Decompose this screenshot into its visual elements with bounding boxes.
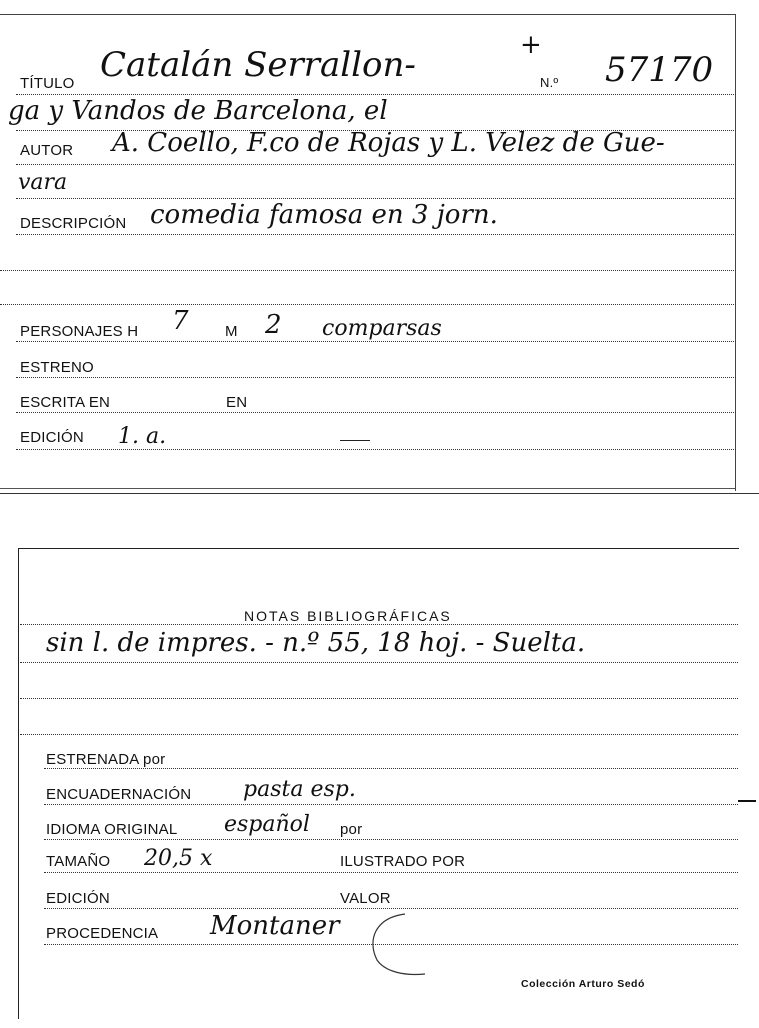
tamano-label: TAMAÑO xyxy=(46,853,111,870)
titulo-continuation: ga y Vandos de Barcelona, el xyxy=(8,96,388,126)
escrita-label: ESCRITA EN xyxy=(20,394,111,411)
titulo-label: TÍTULO xyxy=(20,75,75,92)
ilustrado-label: ILUSTRADO POR xyxy=(340,853,466,870)
rule-line xyxy=(20,662,738,663)
notas-title: NOTAS BIBLIOGRÁFICAS xyxy=(244,608,452,624)
rule-line xyxy=(16,412,736,413)
rule-line xyxy=(0,270,736,271)
stamp-outline-icon xyxy=(365,910,515,980)
rule-line xyxy=(16,449,736,450)
rule-line xyxy=(44,908,738,909)
tamano-value: 20,5 x xyxy=(144,846,213,871)
cross-mark: + xyxy=(520,30,542,60)
card-bottom-edge xyxy=(0,488,735,489)
rule-line xyxy=(16,234,736,235)
notas-value: sin l. de impres. - n.º 55, 18 hoj. - Suelta. xyxy=(46,628,586,658)
autor-value: A. Coello, F.co de Rojas y L. Velez de Gue- xyxy=(112,128,665,158)
rule-line xyxy=(0,304,736,305)
numero-value: 57170 xyxy=(605,50,714,90)
personajes-extra: comparsas xyxy=(322,316,442,341)
estreno-label: ESTRENO xyxy=(20,359,94,376)
encuadernacion-label: ENCUADERNACIÓN xyxy=(46,786,192,803)
collection-label: Colección Arturo Sedó xyxy=(521,978,645,990)
descripcion-value: comedia famosa en 3 jorn. xyxy=(150,200,498,230)
titulo-value: Catalán Serrallon- xyxy=(100,45,416,85)
autor-continuation: vara xyxy=(18,170,68,195)
rule-line xyxy=(16,94,736,95)
estrenada-label: ESTRENADA por xyxy=(46,751,166,768)
descripcion-label: DESCRIPCIÓN xyxy=(20,215,127,232)
idioma-value: español xyxy=(224,812,310,837)
edge-mark xyxy=(738,800,756,802)
edicion-value: 1. a. xyxy=(118,424,167,449)
personajes-m-label: M xyxy=(225,323,238,340)
pen-stroke xyxy=(340,440,370,441)
rule-line xyxy=(16,341,736,342)
rule-line xyxy=(44,839,738,840)
rule-line xyxy=(44,768,738,769)
procedencia-value: Montaner xyxy=(210,911,340,941)
autor-label: AUTOR xyxy=(20,142,74,159)
rule-line xyxy=(16,377,736,378)
rule-line xyxy=(20,624,738,625)
rule-line xyxy=(16,198,736,199)
rule-line xyxy=(20,698,738,699)
numero-label: N.º xyxy=(540,75,559,90)
edicion-back-label: EDICIÓN xyxy=(46,890,110,907)
personajes-h-value: 7 xyxy=(172,306,189,336)
idioma-por-label: por xyxy=(340,821,363,838)
card-separator xyxy=(0,493,759,494)
edicion-label: EDICIÓN xyxy=(20,429,84,446)
rule-line xyxy=(16,164,736,165)
procedencia-label: PROCEDENCIA xyxy=(46,925,159,942)
valor-label: VALOR xyxy=(340,890,391,907)
rule-line xyxy=(44,804,738,805)
escrita-en-label: EN xyxy=(226,394,248,411)
idioma-label: IDIOMA ORIGINAL xyxy=(46,821,178,838)
personajes-m-value: 2 xyxy=(265,310,282,340)
personajes-label: PERSONAJES H xyxy=(20,323,139,340)
rule-line xyxy=(20,734,738,735)
rule-line xyxy=(44,872,738,873)
encuadernacion-value: pasta esp. xyxy=(243,777,356,802)
